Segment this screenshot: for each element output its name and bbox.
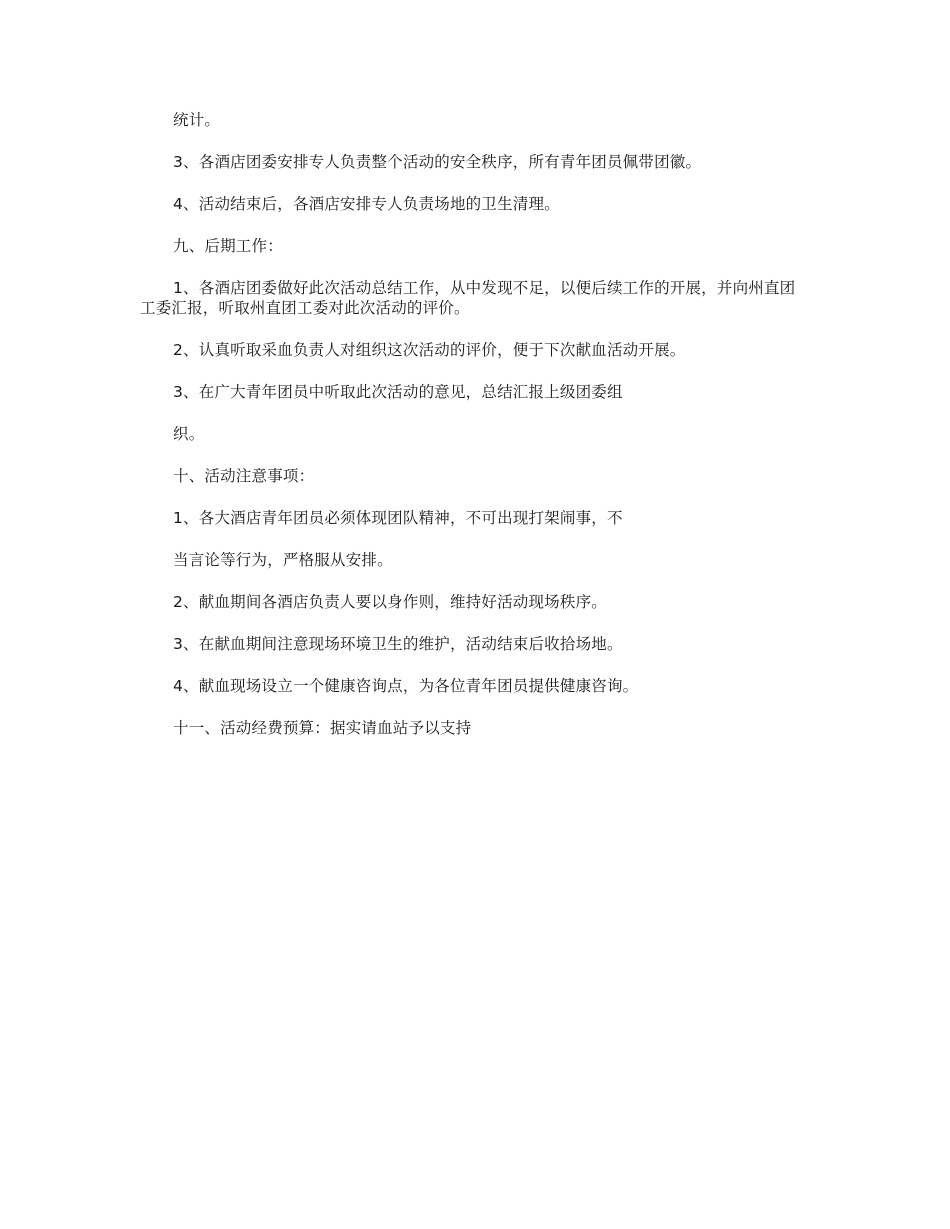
paragraph: 4、活动结束后，各酒店安排专人负责场地的卫生清理。 xyxy=(173,195,560,213)
paragraph: 3、在广大青年团员中听取此次活动的意见，总结汇报上级团委组 xyxy=(173,383,623,401)
paragraph: 统计。 xyxy=(173,111,221,129)
section-heading: 九、后期工作： xyxy=(173,237,283,255)
paragraph: 1、各大酒店青年团员必须体现团队精神，不可出现打架闹事，不 xyxy=(173,509,623,527)
paragraph: 2、认真听取采血负责人对组织这次活动的评价，便于下次献血活动开展。 xyxy=(173,341,686,359)
paragraph: 织。 xyxy=(173,425,205,443)
section-heading: 十一、活动经费预算：据实请血站予以支持 xyxy=(173,719,472,737)
paragraph: 当言论等行为，严格服从安排。 xyxy=(173,551,393,569)
paragraph: 4、献血现场设立一个健康咨询点，为各位青年团员提供健康咨询。 xyxy=(173,677,639,695)
paragraph: 2、献血期间各酒店负责人要以身作则，维持好活动现场秩序。 xyxy=(173,593,607,611)
section-heading: 十、活动注意事项： xyxy=(173,467,315,485)
paragraph: 1、各酒店团委做好此次活动总结工作，从中发现不足，以便后续工作的开展，并向州直团工委汇报，听取州直团工委对此次活动的评价。 xyxy=(140,279,796,317)
document-body xyxy=(140,110,810,760)
paragraph: 3、在献血期间注意现场环境卫生的维护，活动结束后收拾场地。 xyxy=(173,635,623,653)
paragraph: 3、各酒店团委安排专人负责整个活动的安全秩序，所有青年团员佩带团徽。 xyxy=(173,153,702,171)
